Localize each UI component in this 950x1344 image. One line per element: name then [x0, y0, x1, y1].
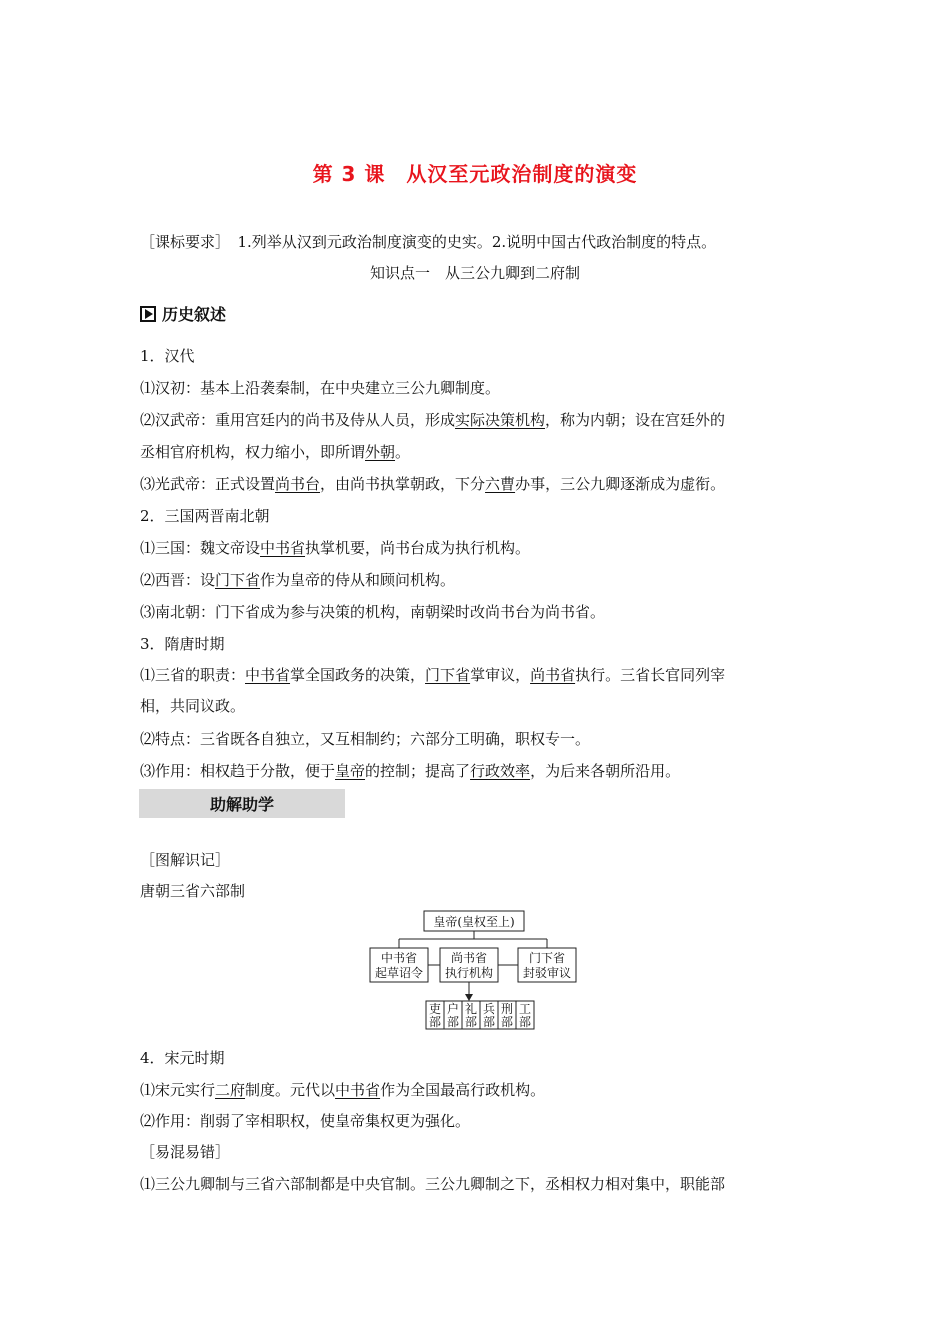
ministry-xing-top: 刑	[500, 1002, 514, 1016]
arrow-down-icon	[465, 994, 473, 1001]
keyword-underline: 门下省	[425, 666, 471, 684]
ministry-rites-bottom: 部	[464, 1015, 478, 1029]
keyword-underline: 实际决策机构	[455, 411, 546, 429]
keyword-underline: 中书省	[245, 666, 291, 684]
section-heading	[140, 302, 226, 325]
section-heading-text: 历史叙述	[162, 305, 227, 324]
ministry-gong-bottom: 部	[518, 1015, 532, 1029]
keyword-underline: 尚书台	[275, 475, 321, 493]
ministry-hu-top: 户	[446, 1002, 460, 1016]
diagram-label: ［图解识记］	[140, 851, 231, 869]
zhongshu-name: 中书省	[380, 951, 418, 965]
shangshu-role: 执行机构	[444, 966, 494, 980]
keyword-underline: 二府	[215, 1081, 246, 1099]
emperor-label: 皇帝(皇权至上)	[433, 915, 515, 929]
keyword-underline: 尚书省	[530, 666, 576, 684]
play-icon	[140, 306, 156, 322]
han-line-4: ⑶光武帝：正式设置尚书台，由尚书执掌朝政，下分六曹办事，三公九卿逐渐成为虚衔。	[140, 475, 726, 493]
song-yuan-heading: 4．宋元时期	[140, 1049, 225, 1067]
keyword-underline: 六曹	[485, 475, 516, 493]
zhongshu-role: 起草诏令	[374, 966, 424, 980]
three-kingdoms-heading: 2．三国两晋南北朝	[140, 507, 270, 525]
sui-tang-line-4: ⑶作用：相权趋于分散，便于皇帝的控制；提高了行政效率，为后来各朝所沿用。	[140, 762, 681, 780]
keyword-underline: 外朝	[365, 443, 396, 461]
knowledge-point-heading: 知识点一 从三公九卿到二府制	[369, 264, 580, 282]
ministry-xing-bottom: 部	[500, 1015, 514, 1029]
sui-tang-line-1: ⑴三省的职责：中书省掌全国政务的决策，门下省掌审议，尚书省执行。三省长官同列宰	[140, 666, 726, 684]
sui-tang-heading: 3．隋唐时期	[140, 635, 225, 653]
ministry-bing-bottom: 部	[482, 1015, 496, 1029]
sui-tang-line-2: 相，共同议政。	[140, 697, 246, 715]
han-line-3: 丞相官府机构，权力缩小，即所谓外朝。	[140, 443, 411, 461]
sui-tang-line-3: ⑵特点：三省既各自独立，又互相制约；六部分工明确，职权专一。	[140, 730, 591, 748]
help-bar: 助解助学	[139, 789, 345, 818]
confusion-line-1: ⑴三公九卿制与三省六部制都是中央官制。三公九卿制之下，丞相权力相对集中，职能部	[140, 1175, 726, 1193]
three-kingdoms-line-3: ⑶南北朝：门下省成为参与决策的机构，南朝梁时改尚书台为尚书省。	[140, 603, 606, 621]
diagram-title: 唐朝三省六部制	[140, 882, 246, 900]
ministry-gong-top: 工	[518, 1002, 532, 1016]
curriculum-requirements: ［课标要求］ 1.列举从汉到元政治制度演变的史实。2.说明中国古代政治制度的特点。	[140, 233, 717, 251]
keyword-underline: 行政效率	[470, 762, 531, 780]
menxia-name: 门下省	[528, 951, 566, 965]
ministry-hu-bottom: 部	[446, 1015, 460, 1029]
song-yuan-line-2: ⑵作用：削弱了宰相职权，使皇帝集权更为强化。	[140, 1112, 471, 1130]
ministry-li-top: 吏	[428, 1002, 442, 1016]
keyword-underline: 中书省	[260, 539, 306, 557]
ministry-rites-top: 礼	[464, 1002, 478, 1016]
confusion-label: ［易混易错］	[140, 1143, 231, 1161]
keyword-underline: 门下省	[215, 571, 261, 589]
ministry-li-bottom: 部	[428, 1015, 442, 1029]
keyword-underline: 中书省	[335, 1081, 381, 1099]
han-line-2: ⑵汉武帝：重用宫廷内的尚书及侍从人员，形成实际决策机构，称为内朝；设在宫廷外的	[140, 411, 726, 429]
han-heading: 1．汉代	[140, 347, 195, 365]
song-yuan-line-1: ⑴宋元实行二府制度。元代以中书省作为全国最高行政机构。	[140, 1081, 546, 1099]
keyword-underline: 皇帝	[335, 762, 366, 780]
lesson-title: 第 3 课 从汉至元政治制度的演变	[312, 162, 638, 186]
ministry-bing-top: 兵	[482, 1002, 496, 1016]
three-kingdoms-line-2: ⑵西晋：设门下省作为皇帝的侍从和顾问机构。	[140, 571, 456, 589]
menxia-role: 封驳审议	[522, 966, 572, 980]
han-line-1: ⑴汉初：基本上沿袭秦制，在中央建立三公九卿制度。	[140, 379, 501, 397]
three-kingdoms-line-1: ⑴三国：魏文帝设中书省执掌机要，尚书台成为执行机构。	[140, 539, 531, 557]
shangshu-name: 尚书省	[450, 951, 488, 965]
three-departments-six-ministries-diagram	[360, 906, 590, 1032]
